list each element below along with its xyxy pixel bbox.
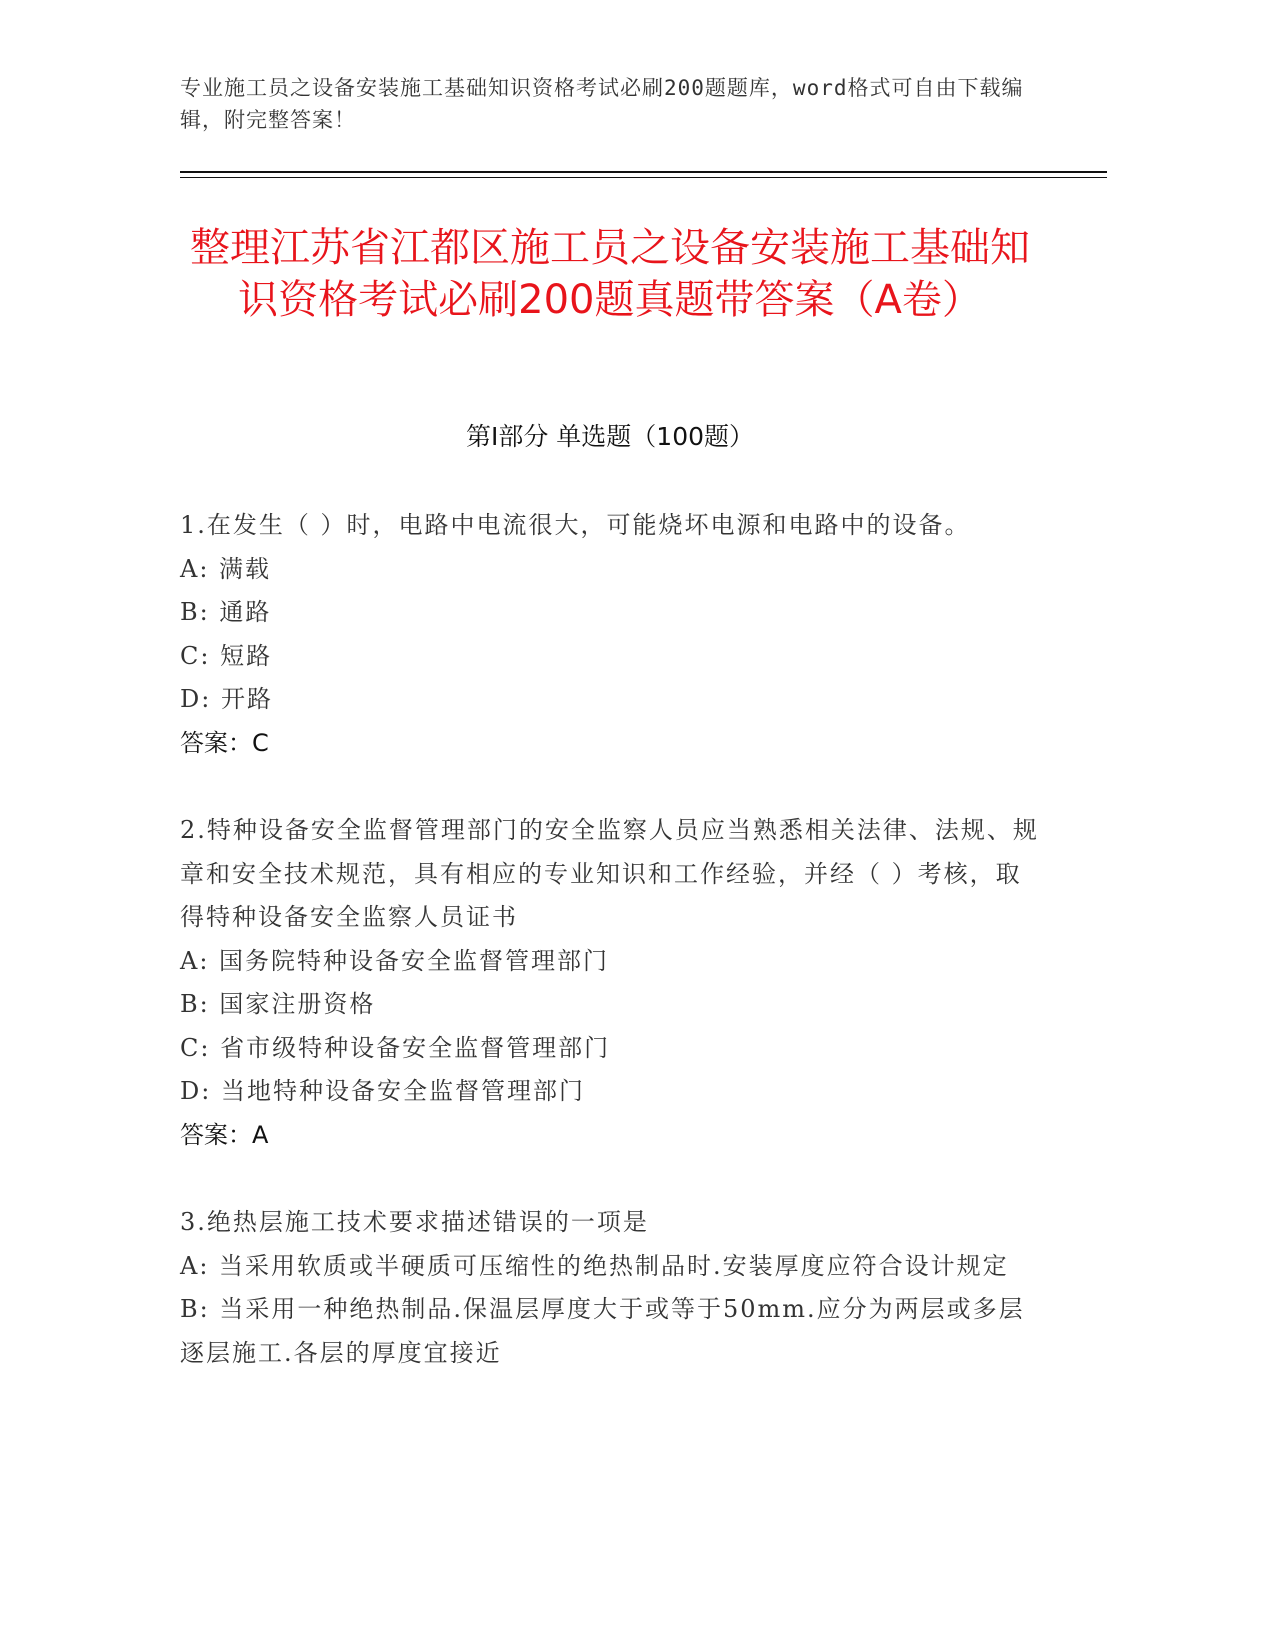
option-b: B: 当采用一种绝热制品.保温层厚度大于或等于50mm.应分为两层或多层逐层施工.各层的厚度宜接近 xyxy=(180,1295,1025,1367)
option-c: C: 短路 xyxy=(180,641,273,670)
answer-line: 答案：C xyxy=(180,728,269,757)
header-note: 专业施工员之设备安装施工基础知识资格考试必刷200题题库，word格式可自由下载编辑，附完整答案！ xyxy=(180,76,1024,132)
option-a: A: 国务院特种设备安全监督管理部门 xyxy=(180,946,610,975)
question-stem: 2.特种设备安全监督管理部门的安全监察人员应当熟悉相关法律、法规、规章和安全技术规范，具有相应的专业知识和工作经验，并经（ ）考核，取得特种设备安全监察人员证书 xyxy=(180,816,1039,931)
header-divider-thick xyxy=(180,171,1107,173)
section-heading: 第I部分 单选题（100题） xyxy=(465,422,755,451)
question-3 xyxy=(180,1201,1040,1375)
document-title: 整理江苏省江都区施工员之设备安装施工基础知识资格考试必刷200题真题带答案（A卷） xyxy=(190,225,1030,323)
question-stem: 1.在发生（ ）时，电路中电流很大，可能烧坏电源和电路中的设备。 xyxy=(180,511,971,539)
question-1 xyxy=(180,504,1040,765)
option-b: B: 国家注册资格 xyxy=(180,990,376,1018)
option-a: A: 满载 xyxy=(180,554,272,583)
option-d: D: 开路 xyxy=(180,685,273,713)
option-c: C: 省市级特种设备安全监督管理部门 xyxy=(180,1033,611,1062)
question-2 xyxy=(180,809,1040,1157)
option-b: B: 通路 xyxy=(180,598,272,626)
question-list xyxy=(180,504,1040,1419)
question-stem: 3.绝热层施工技术要求描述错误的一项是 xyxy=(180,1208,649,1236)
option-d: D: 当地特种设备安全监督管理部门 xyxy=(180,1077,585,1105)
option-a: A: 当采用软质或半硬质可压缩性的绝热制品时.安装厚度应符合设计规定 xyxy=(180,1251,1009,1280)
header-divider-thin xyxy=(180,177,1107,178)
answer-line: 答案：A xyxy=(180,1120,269,1149)
